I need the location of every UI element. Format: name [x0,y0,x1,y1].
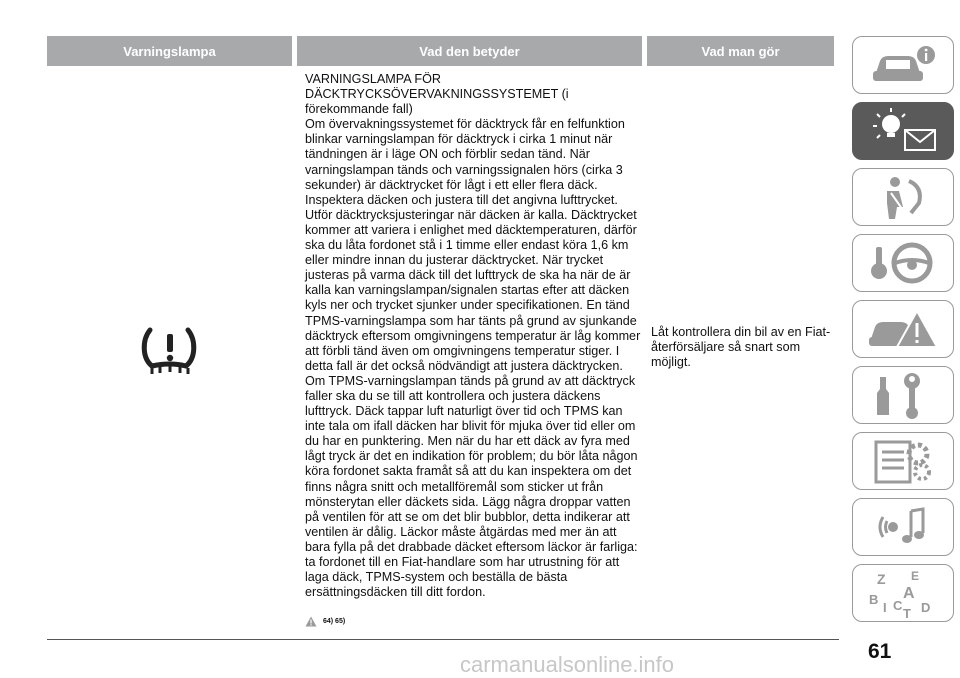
index-letter: E [911,569,920,583]
technical-data-icon [868,436,938,486]
warning-lights-icon [863,106,943,156]
warning-lights-table [47,36,839,640]
warning-light-cell [47,66,292,629]
index-letter: I [883,600,887,615]
warning-ref-numbers: 64) 65) [323,618,346,626]
maintenance-icon [868,371,938,419]
meaning-title: VARNINGSLAMPA FÖR DÄCKTRYCKSÖVERVAKNINGSSYSTEMET (i förekommande fall) [305,72,569,117]
watermark: carmanualsonline.info [460,652,675,677]
index-letter: D [921,600,931,615]
tab-car-info[interactable] [852,36,954,94]
emergency-icon [865,305,941,353]
tab-starting-driving[interactable] [852,234,954,292]
index-letter: C [893,598,903,613]
index-letter: A [903,585,915,602]
car-info-icon [868,43,938,87]
tab-maintenance[interactable] [852,366,954,424]
warning-references [305,614,642,629]
header-meaning: Vad den betyder [297,36,642,66]
tire-pressure-warning-icon [138,318,202,378]
header-action: Vad man gör [647,36,834,66]
table-row [47,66,839,640]
index-letter: Z [877,571,886,587]
chapter-sidebar [852,36,954,630]
warning-triangle-icon [305,616,317,627]
meaning-cell [297,66,642,629]
starting-driving-icon [868,239,938,287]
action-cell [647,66,834,629]
tab-safety[interactable] [852,168,954,226]
tab-warning-lights[interactable] [852,102,954,160]
tab-index[interactable] [852,564,954,622]
index-letter: T [903,606,911,620]
tab-multimedia[interactable] [852,498,954,556]
index-icon [863,566,943,620]
table-header [47,36,839,66]
multimedia-icon [873,503,933,551]
header-warning-light: Varningslampa [47,36,292,66]
tab-technical-data[interactable] [852,432,954,490]
page-number: 61 [868,640,892,663]
index-letter: B [869,592,879,607]
safety-airbag-icon [871,173,935,221]
tab-emergency[interactable] [852,300,954,358]
meaning-text: Om övervakningssystemet för däcktryck får en felfunktion blinkar varningslampan för däcktryck i cirka 1 minut när tändningen är i läge ON och förblir sedan tänd. När varningslampan tänds och varningssignalen hörs (cirka 3 sekunder) är däcktrycket för lågt i ett eller flera däck. Inspektera däcken och justera till det angivna lufttrycket. Utför däcktrycksjusteringar när däcken är kalla. Däcktrycket kommer att variera i enlighet med däcktemperaturen, därför ska du låta fordonet stå i 1 timme eller endast köra 1,6 km eller mindre innan du justerar däcktrycket. När trycket justeras på varma däck till det lufttryck de ska ha när de är kalla kan varningslampan/signalen startas efter att däcken kyls ner och trycket sjunker under specifikationen. En tänd TPMS-varningslampa som har tänts på grund av sjunkande däcktryck eftersom omgivningens temperatur är låg kommer att förbli tänd även om omgivningens temperatur stiger. I detta fall är det också nödvändigt att justera däcktrycken. Om TPMS-varningslampan tänds på grund av att däcktryck faller ska du se till att kontrollera och justera däckens lufttryck. Däck tappar luft naturligt över tid och TPMS kan inte tala om ifall däcken har blivit för mjuka över tid eller om du har en punktering. Men när du har ett däck av fyra med lågt tryck är det en indikation för problem; du bör låta någon köra fordonet sakta framåt så att du kan inspektera om det finns några snitt och metallföremål som sticker ut från mönsterytan eller däckets sida. Lägg några droppar vatten på ventilen för att se om det blir bubblor, detta indikerar att ventilen är dålig. Läckor måste åtgärdas med mer än att bara fylla på det drabbade däcket eftersom läckor är farliga: ta fordonet till en Fiat-handlare som har utrustning för att laga däck, TPMS-system och beställa de bästa ersättningsdäcken till ditt fordon. [305,117,641,600]
action-text: Låt kontrollera din bil av en Fiat-återförsäljare så snart som möjligt. [651,325,831,370]
